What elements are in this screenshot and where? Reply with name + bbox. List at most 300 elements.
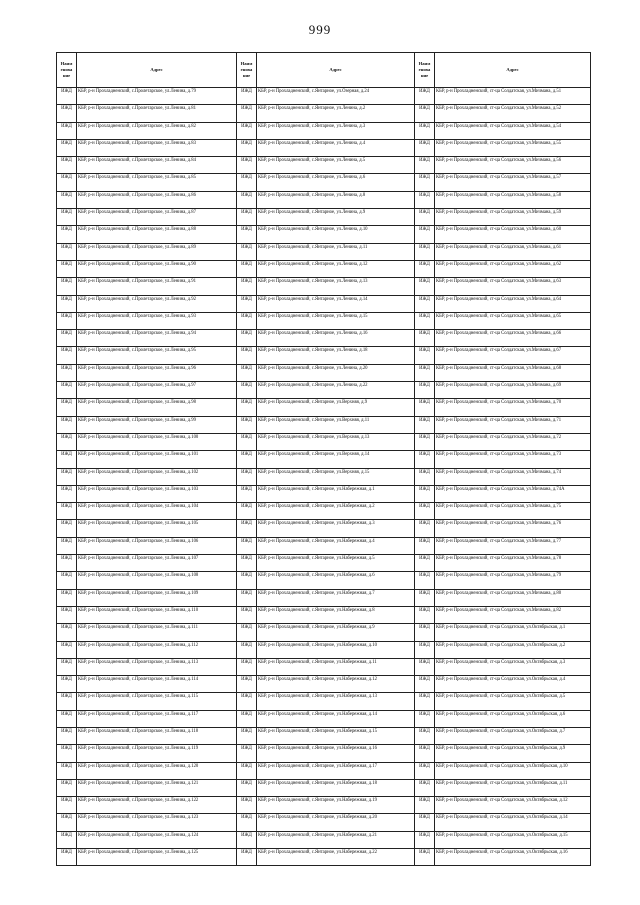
cell-address-2: КБР, р-н Прохладненский, с.Янтарное, ул.Ленина, д.9 xyxy=(257,209,415,226)
cell-type-2: ИЖД xyxy=(237,330,257,347)
table-row xyxy=(57,122,591,139)
cell-address-3: КБР, р-н Прохладненский, ст-ца Солдатская, ул.Мичмана, д.74 xyxy=(435,468,591,485)
cell-address-1: КБР, р-н Прохладненский, с.Пролетарское, ул.Ленина, д.118 xyxy=(77,727,237,744)
cell-address-1: КБР, р-н Прохладненский, с.Пролетарское, ул.Ленина, д.85 xyxy=(77,174,237,191)
address-registry-table xyxy=(56,52,591,866)
cell-type-2: ИЖД xyxy=(237,260,257,277)
header-address-1: Адрес xyxy=(77,53,237,88)
table-row xyxy=(57,157,591,174)
cell-type-1: ИЖД xyxy=(57,762,77,779)
cell-type-1: ИЖД xyxy=(57,555,77,572)
cell-type-3: ИЖД xyxy=(415,399,435,416)
table-row xyxy=(57,537,591,554)
cell-type-3: ИЖД xyxy=(415,624,435,641)
cell-address-3: КБР, р-н Прохладненский, ст-ца Солдатская, ул.Мичмана, д.58 xyxy=(435,191,591,208)
cell-address-2: КБР, р-н Прохладненский, с.Янтарное, ул.Ленина, д.12 xyxy=(257,260,415,277)
cell-type-2: ИЖД xyxy=(237,589,257,606)
cell-address-3: КБР, р-н Прохладненский, ст-ца Солдатская, ул.Октябрьская, д.16 xyxy=(435,849,591,866)
cell-type-2: ИЖД xyxy=(237,312,257,329)
cell-address-2: КБР, р-н Прохладненский, с.Янтарное, ул.Набережная, д.21 xyxy=(257,831,415,848)
cell-address-2: КБР, р-н Прохладненский, с.Янтарное, ул.Ленина, д.15 xyxy=(257,312,415,329)
table-row xyxy=(57,226,591,243)
cell-type-3: ИЖД xyxy=(415,139,435,156)
table-row xyxy=(57,278,591,295)
cell-address-2: КБР, р-н Прохладненский, с.Янтарное, ул.Ленина, д.4 xyxy=(257,139,415,156)
cell-address-3: КБР, р-н Прохладненский, ст-ца Солдатская, ул.Мичмана, д.71 xyxy=(435,416,591,433)
table-row xyxy=(57,589,591,606)
cell-address-2: КБР, р-н Прохладненский, с.Янтарное, ул.Верхняя, д.15 xyxy=(257,468,415,485)
cell-type-2: ИЖД xyxy=(237,814,257,831)
cell-type-1: ИЖД xyxy=(57,243,77,260)
cell-address-1: КБР, р-н Прохладненский, с.Пролетарское, ул.Ленина, д.119 xyxy=(77,745,237,762)
cell-type-2: ИЖД xyxy=(237,122,257,139)
cell-type-2: ИЖД xyxy=(237,658,257,675)
cell-address-1: КБР, р-н Прохладненский, с.Пролетарское, ул.Ленина, д.103 xyxy=(77,485,237,502)
cell-address-1: КБР, р-н Прохладненский, с.Пролетарское, ул.Ленина, д.124 xyxy=(77,831,237,848)
cell-address-2: КБР, р-н Прохладненский, с.Янтарное, ул.Набережная, д.8 xyxy=(257,606,415,623)
cell-type-3: ИЖД xyxy=(415,174,435,191)
cell-address-2: КБР, р-н Прохладненский, с.Янтарное, ул.Набережная, д.3 xyxy=(257,520,415,537)
cell-address-3: КБР, р-н Прохладненский, ст-ца Солдатская, ул.Октябрьская, д.7 xyxy=(435,727,591,744)
table-row xyxy=(57,416,591,433)
cell-type-1: ИЖД xyxy=(57,105,77,122)
cell-type-2: ИЖД xyxy=(237,295,257,312)
table-row xyxy=(57,693,591,710)
cell-type-2: ИЖД xyxy=(237,157,257,174)
cell-type-1: ИЖД xyxy=(57,606,77,623)
cell-type-2: ИЖД xyxy=(237,641,257,658)
cell-type-3: ИЖД xyxy=(415,209,435,226)
cell-type-2: ИЖД xyxy=(237,624,257,641)
cell-type-1: ИЖД xyxy=(57,710,77,727)
cell-type-3: ИЖД xyxy=(415,831,435,848)
cell-type-3: ИЖД xyxy=(415,849,435,866)
cell-address-2: КБР, р-н Прохладненский, с.Янтарное, ул.Ленина, д.2 xyxy=(257,105,415,122)
cell-type-2: ИЖД xyxy=(237,364,257,381)
cell-address-1: КБР, р-н Прохладненский, с.Пролетарское, ул.Ленина, д.96 xyxy=(77,364,237,381)
table-header-row xyxy=(57,53,591,88)
cell-type-1: ИЖД xyxy=(57,797,77,814)
cell-address-3: КБР, р-н Прохладненский, ст-ца Солдатская, ул.Мичмана, д.54 xyxy=(435,122,591,139)
table-row xyxy=(57,503,591,520)
cell-type-1: ИЖД xyxy=(57,572,77,589)
cell-address-1: КБР, р-н Прохладненский, с.Пролетарское, ул.Ленина, д.123 xyxy=(77,814,237,831)
cell-address-1: КБР, р-н Прохладненский, с.Пролетарское, ул.Ленина, д.108 xyxy=(77,572,237,589)
cell-address-1: КБР, р-н Прохладненский, с.Пролетарское, ул.Ленина, д.91 xyxy=(77,278,237,295)
cell-address-3: КБР, р-н Прохладненский, ст-ца Солдатская, ул.Октябрьская, д.5 xyxy=(435,693,591,710)
cell-type-1: ИЖД xyxy=(57,330,77,347)
table-row xyxy=(57,174,591,191)
cell-type-3: ИЖД xyxy=(415,88,435,105)
cell-address-3: КБР, р-н Прохладненский, ст-ца Солдатская, ул.Мичмана, д.82 xyxy=(435,606,591,623)
cell-address-3: КБР, р-н Прохладненский, ст-ца Солдатская, ул.Октябрьская, д.3 xyxy=(435,658,591,675)
cell-type-3: ИЖД xyxy=(415,762,435,779)
cell-type-1: ИЖД xyxy=(57,727,77,744)
cell-type-3: ИЖД xyxy=(415,260,435,277)
cell-address-1: КБР, р-н Прохладненский, с.Пролетарское, ул.Ленина, д.111 xyxy=(77,624,237,641)
cell-type-1: ИЖД xyxy=(57,260,77,277)
cell-address-2: КБР, р-н Прохладненский, с.Янтарное, ул.Набережная, д.13 xyxy=(257,693,415,710)
table-row xyxy=(57,191,591,208)
cell-type-2: ИЖД xyxy=(237,451,257,468)
cell-address-1: КБР, р-н Прохладненский, с.Пролетарское, ул.Ленина, д.125 xyxy=(77,849,237,866)
cell-address-3: КБР, р-н Прохладненский, ст-ца Солдатская, ул.Мичмана, д.55 xyxy=(435,139,591,156)
cell-type-1: ИЖД xyxy=(57,451,77,468)
table-row xyxy=(57,139,591,156)
cell-type-3: ИЖД xyxy=(415,191,435,208)
cell-type-3: ИЖД xyxy=(415,520,435,537)
cell-address-2: КБР, р-н Прохладненский, с.Янтарное, ул.Ленина, д.22 xyxy=(257,382,415,399)
cell-type-2: ИЖД xyxy=(237,831,257,848)
cell-type-1: ИЖД xyxy=(57,347,77,364)
cell-type-1: ИЖД xyxy=(57,779,77,796)
cell-address-2: КБР, р-н Прохладненский, с.Янтарное, ул.Ленина, д.6 xyxy=(257,174,415,191)
cell-type-1: ИЖД xyxy=(57,745,77,762)
header-address-3: Адрес xyxy=(435,53,591,88)
table-row xyxy=(57,572,591,589)
cell-type-2: ИЖД xyxy=(237,762,257,779)
cell-type-3: ИЖД xyxy=(415,537,435,554)
cell-address-2: КБР, р-н Прохладненский, с.Янтарное, ул.Набережная, д.6 xyxy=(257,572,415,589)
cell-address-3: КБР, р-н Прохладненский, ст-ца Солдатская, ул.Октябрьская, д.15 xyxy=(435,831,591,848)
cell-address-3: КБР, р-н Прохладненский, ст-ца Солдатская, ул.Октябрьская, д.14 xyxy=(435,814,591,831)
cell-type-1: ИЖД xyxy=(57,814,77,831)
table-row xyxy=(57,399,591,416)
table-row xyxy=(57,433,591,450)
cell-type-2: ИЖД xyxy=(237,606,257,623)
cell-type-3: ИЖД xyxy=(415,693,435,710)
table-row xyxy=(57,727,591,744)
cell-address-1: КБР, р-н Прохладненский, с.Пролетарское, ул.Ленина, д.95 xyxy=(77,347,237,364)
cell-type-2: ИЖД xyxy=(237,278,257,295)
cell-address-1: КБР, р-н Прохладненский, с.Пролетарское, ул.Ленина, д.99 xyxy=(77,416,237,433)
cell-type-1: ИЖД xyxy=(57,157,77,174)
cell-address-3: КБР, р-н Прохладненский, ст-ца Солдатская, ул.Мичмана, д.75 xyxy=(435,503,591,520)
cell-type-1: ИЖД xyxy=(57,382,77,399)
cell-address-1: КБР, р-н Прохладненский, с.Пролетарское, ул.Ленина, д.121 xyxy=(77,779,237,796)
cell-type-3: ИЖД xyxy=(415,658,435,675)
cell-address-3: КБР, р-н Прохладненский, ст-ца Солдатская, ул.Мичмана, д.68 xyxy=(435,364,591,381)
cell-type-1: ИЖД xyxy=(57,364,77,381)
page-number: 999 xyxy=(308,22,332,37)
cell-address-2: КБР, р-н Прохладненский, с.Янтарное, ул.Набережная, д.17 xyxy=(257,762,415,779)
cell-type-1: ИЖД xyxy=(57,831,77,848)
cell-type-2: ИЖД xyxy=(237,537,257,554)
cell-address-3: КБР, р-н Прохладненский, ст-ца Солдатская, ул.Октябрьская, д.10 xyxy=(435,762,591,779)
cell-type-3: ИЖД xyxy=(415,468,435,485)
cell-type-3: ИЖД xyxy=(415,779,435,796)
table-row xyxy=(57,797,591,814)
cell-address-1: КБР, р-н Прохладненский, с.Пролетарское, ул.Ленина, д.100 xyxy=(77,433,237,450)
cell-address-2: КБР, р-н Прохладненский, с.Янтарное, ул.Набережная, д.9 xyxy=(257,624,415,641)
header-type-1: Наим енова ние xyxy=(57,53,77,88)
table-row xyxy=(57,814,591,831)
cell-address-2: КБР, р-н Прохладненский, с.Янтарное, ул.Ленина, д.8 xyxy=(257,191,415,208)
cell-type-1: ИЖД xyxy=(57,849,77,866)
cell-type-3: ИЖД xyxy=(415,676,435,693)
cell-type-3: ИЖД xyxy=(415,485,435,502)
table-row xyxy=(57,658,591,675)
cell-type-1: ИЖД xyxy=(57,624,77,641)
cell-type-2: ИЖД xyxy=(237,105,257,122)
cell-type-1: ИЖД xyxy=(57,468,77,485)
table-body xyxy=(57,88,591,866)
cell-address-2: КБР, р-н Прохладненский, с.Янтарное, ул.Верхняя, д.13 xyxy=(257,433,415,450)
cell-type-3: ИЖД xyxy=(415,347,435,364)
cell-address-2: КБР, р-н Прохладненский, с.Янтарное, ул.Ленина, д.5 xyxy=(257,157,415,174)
table-row xyxy=(57,468,591,485)
cell-address-3: КБР, р-н Прохладненский, ст-ца Солдатская, ул.Мичмана, д.60 xyxy=(435,226,591,243)
cell-type-2: ИЖД xyxy=(237,520,257,537)
cell-type-2: ИЖД xyxy=(237,399,257,416)
cell-type-2: ИЖД xyxy=(237,191,257,208)
cell-address-1: КБР, р-н Прохладненский, с.Пролетарское, ул.Ленина, д.122 xyxy=(77,797,237,814)
cell-type-2: ИЖД xyxy=(237,226,257,243)
cell-address-2: КБР, р-н Прохладненский, с.Янтарное, ул.Набережная, д.11 xyxy=(257,658,415,675)
cell-type-2: ИЖД xyxy=(237,174,257,191)
table-row xyxy=(57,382,591,399)
cell-type-3: ИЖД xyxy=(415,330,435,347)
cell-type-2: ИЖД xyxy=(237,139,257,156)
cell-address-1: КБР, р-н Прохладненский, с.Пролетарское, ул.Ленина, д.117 xyxy=(77,710,237,727)
cell-type-3: ИЖД xyxy=(415,416,435,433)
table-row xyxy=(57,745,591,762)
cell-type-2: ИЖД xyxy=(237,382,257,399)
cell-type-1: ИЖД xyxy=(57,295,77,312)
cell-type-1: ИЖД xyxy=(57,693,77,710)
cell-type-3: ИЖД xyxy=(415,295,435,312)
cell-type-1: ИЖД xyxy=(57,139,77,156)
cell-address-3: КБР, р-н Прохладненский, ст-ца Солдатская, ул.Мичмана, д.74А xyxy=(435,485,591,502)
cell-type-3: ИЖД xyxy=(415,105,435,122)
cell-type-1: ИЖД xyxy=(57,399,77,416)
cell-type-3: ИЖД xyxy=(415,278,435,295)
cell-address-2: КБР, р-н Прохладненский, с.Янтарное, ул.Набережная, д.12 xyxy=(257,676,415,693)
cell-address-1: КБР, р-н Прохладненский, с.Пролетарское, ул.Ленина, д.87 xyxy=(77,209,237,226)
cell-address-1: КБР, р-н Прохладненский, с.Пролетарское, ул.Ленина, д.112 xyxy=(77,641,237,658)
table-row xyxy=(57,260,591,277)
cell-address-3: КБР, р-н Прохладненский, ст-ца Солдатская, ул.Мичмана, д.59 xyxy=(435,209,591,226)
cell-address-2: КБР, р-н Прохладненский, с.Янтарное, ул.Набережная, д.16 xyxy=(257,745,415,762)
table-row xyxy=(57,364,591,381)
cell-address-2: КБР, р-н Прохладненский, с.Янтарное, ул.Ленина, д.14 xyxy=(257,295,415,312)
table-row xyxy=(57,347,591,364)
cell-type-1: ИЖД xyxy=(57,433,77,450)
table-row xyxy=(57,295,591,312)
cell-address-1: КБР, р-н Прохладненский, с.Пролетарское, ул.Ленина, д.113 xyxy=(77,658,237,675)
cell-address-2: КБР, р-н Прохладненский, с.Янтарное, ул.Набережная, д.14 xyxy=(257,710,415,727)
table-row xyxy=(57,243,591,260)
cell-type-2: ИЖД xyxy=(237,555,257,572)
cell-address-3: КБР, р-н Прохладненский, ст-ца Солдатская, ул.Октябрьская, д.6 xyxy=(435,710,591,727)
cell-type-3: ИЖД xyxy=(415,433,435,450)
cell-type-1: ИЖД xyxy=(57,485,77,502)
cell-address-3: КБР, р-н Прохладненский, ст-ца Солдатская, ул.Мичмана, д.62 xyxy=(435,260,591,277)
cell-type-2: ИЖД xyxy=(237,779,257,796)
cell-address-3: КБР, р-н Прохладненский, ст-ца Солдатская, ул.Мичмана, д.76 xyxy=(435,520,591,537)
cell-address-1: КБР, р-н Прохладненский, с.Пролетарское, ул.Ленина, д.114 xyxy=(77,676,237,693)
cell-address-1: КБР, р-н Прохладненский, с.Пролетарское, ул.Ленина, д.97 xyxy=(77,382,237,399)
table-row xyxy=(57,312,591,329)
cell-type-2: ИЖД xyxy=(237,503,257,520)
table-row xyxy=(57,624,591,641)
cell-address-2: КБР, р-н Прохладненский, с.Янтарное, ул.Набережная, д.4 xyxy=(257,537,415,554)
cell-type-2: ИЖД xyxy=(237,572,257,589)
cell-address-1: КБР, р-н Прохладненский, с.Пролетарское, ул.Ленина, д.107 xyxy=(77,555,237,572)
cell-address-3: КБР, р-н Прохладненский, ст-ца Солдатская, ул.Мичмана, д.52 xyxy=(435,105,591,122)
table-row xyxy=(57,451,591,468)
table-row xyxy=(57,762,591,779)
cell-address-1: КБР, р-н Прохладненский, с.Пролетарское, ул.Ленина, д.110 xyxy=(77,606,237,623)
cell-address-2: КБР, р-н Прохладненский, с.Янтарное, ул.Ленина, д.16 xyxy=(257,330,415,347)
cell-address-2: КБР, р-н Прохладненский, с.Янтарное, ул.Набережная, д.7 xyxy=(257,589,415,606)
cell-address-3: КБР, р-н Прохладненский, ст-ца Солдатская, ул.Мичмана, д.56 xyxy=(435,157,591,174)
cell-type-2: ИЖД xyxy=(237,710,257,727)
cell-type-2: ИЖД xyxy=(237,88,257,105)
table-row xyxy=(57,555,591,572)
cell-type-1: ИЖД xyxy=(57,641,77,658)
cell-address-2: КБР, р-н Прохладненский, с.Янтарное, ул.Набережная, д.15 xyxy=(257,727,415,744)
cell-address-1: КБР, р-н Прохладненский, с.Пролетарское, ул.Ленина, д.102 xyxy=(77,468,237,485)
cell-address-3: КБР, р-н Прохладненский, ст-ца Солдатская, ул.Мичмана, д.77 xyxy=(435,537,591,554)
table-row xyxy=(57,779,591,796)
cell-address-2: КБР, р-н Прохладненский, с.Янтарное, ул.Набережная, д.5 xyxy=(257,555,415,572)
cell-type-2: ИЖД xyxy=(237,745,257,762)
cell-type-2: ИЖД xyxy=(237,468,257,485)
cell-type-1: ИЖД xyxy=(57,589,77,606)
cell-address-1: КБР, р-н Прохладненский, с.Пролетарское, ул.Ленина, д.79 xyxy=(77,88,237,105)
cell-address-2: КБР, р-н Прохладненский, с.Янтарное, ул.Ленина, д.13 xyxy=(257,278,415,295)
cell-address-1: КБР, р-н Прохладненский, с.Пролетарское, ул.Ленина, д.90 xyxy=(77,260,237,277)
cell-address-1: КБР, р-н Прохладненский, с.Пролетарское, ул.Ленина, д.81 xyxy=(77,105,237,122)
cell-address-2: КБР, р-н Прохладненский, с.Янтарное, ул.Ленина, д.18 xyxy=(257,347,415,364)
cell-address-2: КБР, р-н Прохладненский, с.Янтарное, ул.Озерная, д.24 xyxy=(257,88,415,105)
cell-type-1: ИЖД xyxy=(57,122,77,139)
cell-address-3: КБР, р-н Прохладненский, ст-ца Солдатская, ул.Мичмана, д.65 xyxy=(435,312,591,329)
cell-address-2: КБР, р-н Прохладненский, с.Янтарное, ул.Набережная, д.19 xyxy=(257,797,415,814)
table-row xyxy=(57,520,591,537)
cell-address-2: КБР, р-н Прохладненский, с.Янтарное, ул.Верхняя, д.9 xyxy=(257,399,415,416)
cell-address-3: КБР, р-н Прохладненский, ст-ца Солдатская, ул.Октябрьская, д.2 xyxy=(435,641,591,658)
cell-address-1: КБР, р-н Прохладненский, с.Пролетарское, ул.Ленина, д.83 xyxy=(77,139,237,156)
cell-type-1: ИЖД xyxy=(57,520,77,537)
cell-type-2: ИЖД xyxy=(237,433,257,450)
table-row xyxy=(57,330,591,347)
cell-address-3: КБР, р-н Прохладненский, ст-ца Солдатская, ул.Октябрьская, д.9 xyxy=(435,745,591,762)
cell-address-1: КБР, р-н Прохладненский, с.Пролетарское, ул.Ленина, д.94 xyxy=(77,330,237,347)
cell-type-2: ИЖД xyxy=(237,849,257,866)
cell-address-2: КБР, р-н Прохладненский, с.Янтарное, ул.Набережная, д.20 xyxy=(257,814,415,831)
cell-type-1: ИЖД xyxy=(57,278,77,295)
cell-address-2: КБР, р-н Прохладненский, с.Янтарное, ул.Ленина, д.10 xyxy=(257,226,415,243)
cell-type-3: ИЖД xyxy=(415,382,435,399)
cell-type-3: ИЖД xyxy=(415,727,435,744)
cell-type-2: ИЖД xyxy=(237,676,257,693)
cell-address-1: КБР, р-н Прохладненский, с.Пролетарское, ул.Ленина, д.93 xyxy=(77,312,237,329)
cell-type-3: ИЖД xyxy=(415,797,435,814)
cell-address-1: КБР, р-н Прохладненский, с.Пролетарское, ул.Ленина, д.105 xyxy=(77,520,237,537)
cell-address-1: КБР, р-н Прохладненский, с.Пролетарское, ул.Ленина, д.98 xyxy=(77,399,237,416)
cell-type-1: ИЖД xyxy=(57,209,77,226)
cell-address-3: КБР, р-н Прохладненский, ст-ца Солдатская, ул.Мичмана, д.66 xyxy=(435,330,591,347)
cell-address-1: КБР, р-н Прохладненский, с.Пролетарское, ул.Ленина, д.104 xyxy=(77,503,237,520)
cell-type-3: ИЖД xyxy=(415,745,435,762)
cell-type-3: ИЖД xyxy=(415,157,435,174)
cell-address-1: КБР, р-н Прохладненский, с.Пролетарское, ул.Ленина, д.86 xyxy=(77,191,237,208)
table-row xyxy=(57,831,591,848)
cell-type-2: ИЖД xyxy=(237,416,257,433)
cell-address-3: КБР, р-н Прохладненский, ст-ца Солдатская, ул.Октябрьская, д.12 xyxy=(435,797,591,814)
cell-type-3: ИЖД xyxy=(415,710,435,727)
cell-type-3: ИЖД xyxy=(415,606,435,623)
cell-type-2: ИЖД xyxy=(237,727,257,744)
cell-type-3: ИЖД xyxy=(415,312,435,329)
table-row xyxy=(57,209,591,226)
cell-type-1: ИЖД xyxy=(57,88,77,105)
cell-type-1: ИЖД xyxy=(57,312,77,329)
table-row xyxy=(57,485,591,502)
cell-type-2: ИЖД xyxy=(237,693,257,710)
cell-address-2: КБР, р-н Прохладненский, с.Янтарное, ул.Набережная, д.2 xyxy=(257,503,415,520)
cell-address-1: КБР, р-н Прохладненский, с.Пролетарское, ул.Ленина, д.120 xyxy=(77,762,237,779)
cell-address-3: КБР, р-н Прохладненский, ст-ца Солдатская, ул.Мичмана, д.64 xyxy=(435,295,591,312)
cell-address-3: КБР, р-н Прохладненский, ст-ца Солдатская, ул.Октябрьская, д.4 xyxy=(435,676,591,693)
table-row xyxy=(57,105,591,122)
cell-type-3: ИЖД xyxy=(415,814,435,831)
table-row xyxy=(57,606,591,623)
cell-address-3: КБР, р-н Прохладненский, ст-ца Солдатская, ул.Октябрьская, д.11 xyxy=(435,779,591,796)
cell-type-2: ИЖД xyxy=(237,209,257,226)
cell-address-1: КБР, р-н Прохладненский, с.Пролетарское, ул.Ленина, д.88 xyxy=(77,226,237,243)
cell-address-2: КБР, р-н Прохладненский, с.Янтарное, ул.Верхняя, д.11 xyxy=(257,416,415,433)
cell-address-3: КБР, р-н Прохладненский, ст-ца Солдатская, ул.Мичмана, д.63 xyxy=(435,278,591,295)
cell-address-1: КБР, р-н Прохладненский, с.Пролетарское, ул.Ленина, д.109 xyxy=(77,589,237,606)
table-row xyxy=(57,710,591,727)
table-row xyxy=(57,88,591,105)
cell-address-1: КБР, р-н Прохладненский, с.Пролетарское, ул.Ленина, д.89 xyxy=(77,243,237,260)
cell-address-2: КБР, р-н Прохладненский, с.Янтарное, ул.Ленина, д.3 xyxy=(257,122,415,139)
cell-type-3: ИЖД xyxy=(415,589,435,606)
cell-type-3: ИЖД xyxy=(415,451,435,468)
header-type-2: Наим енова ние xyxy=(237,53,257,88)
cell-type-2: ИЖД xyxy=(237,797,257,814)
cell-address-3: КБР, р-н Прохладненский, ст-ца Солдатская, ул.Мичмана, д.70 xyxy=(435,399,591,416)
cell-address-1: КБР, р-н Прохладненский, с.Пролетарское, ул.Ленина, д.82 xyxy=(77,122,237,139)
cell-address-3: КБР, р-н Прохладненский, ст-ца Солдатская, ул.Мичмана, д.72 xyxy=(435,433,591,450)
cell-type-3: ИЖД xyxy=(415,243,435,260)
table-row xyxy=(57,849,591,866)
cell-address-3: КБР, р-н Прохладненский, ст-ца Солдатская, ул.Мичмана, д.69 xyxy=(435,382,591,399)
cell-address-1: КБР, р-н Прохладненский, с.Пролетарское, ул.Ленина, д.101 xyxy=(77,451,237,468)
cell-address-2: КБР, р-н Прохладненский, с.Янтарное, ул.Набережная, д.1 xyxy=(257,485,415,502)
cell-type-1: ИЖД xyxy=(57,416,77,433)
cell-type-1: ИЖД xyxy=(57,174,77,191)
cell-address-3: КБР, р-н Прохладненский, ст-ца Солдатская, ул.Октябрьская, д.1 xyxy=(435,624,591,641)
table-row xyxy=(57,641,591,658)
cell-address-3: КБР, р-н Прохладненский, ст-ца Солдатская, ул.Мичмана, д.51 xyxy=(435,88,591,105)
cell-type-1: ИЖД xyxy=(57,658,77,675)
cell-type-1: ИЖД xyxy=(57,191,77,208)
cell-address-2: КБР, р-н Прохладненский, с.Янтарное, ул.Набережная, д.10 xyxy=(257,641,415,658)
cell-type-2: ИЖД xyxy=(237,485,257,502)
cell-address-2: КБР, р-н Прохладненский, с.Янтарное, ул.Верхняя, д.14 xyxy=(257,451,415,468)
cell-type-2: ИЖД xyxy=(237,347,257,364)
cell-address-2: КБР, р-н Прохладненский, с.Янтарное, ул.Набережная, д.18 xyxy=(257,779,415,796)
cell-type-1: ИЖД xyxy=(57,226,77,243)
cell-type-3: ИЖД xyxy=(415,364,435,381)
cell-address-2: КБР, р-н Прохладненский, с.Янтарное, ул.Набережная, д.22 xyxy=(257,849,415,866)
cell-type-1: ИЖД xyxy=(57,503,77,520)
